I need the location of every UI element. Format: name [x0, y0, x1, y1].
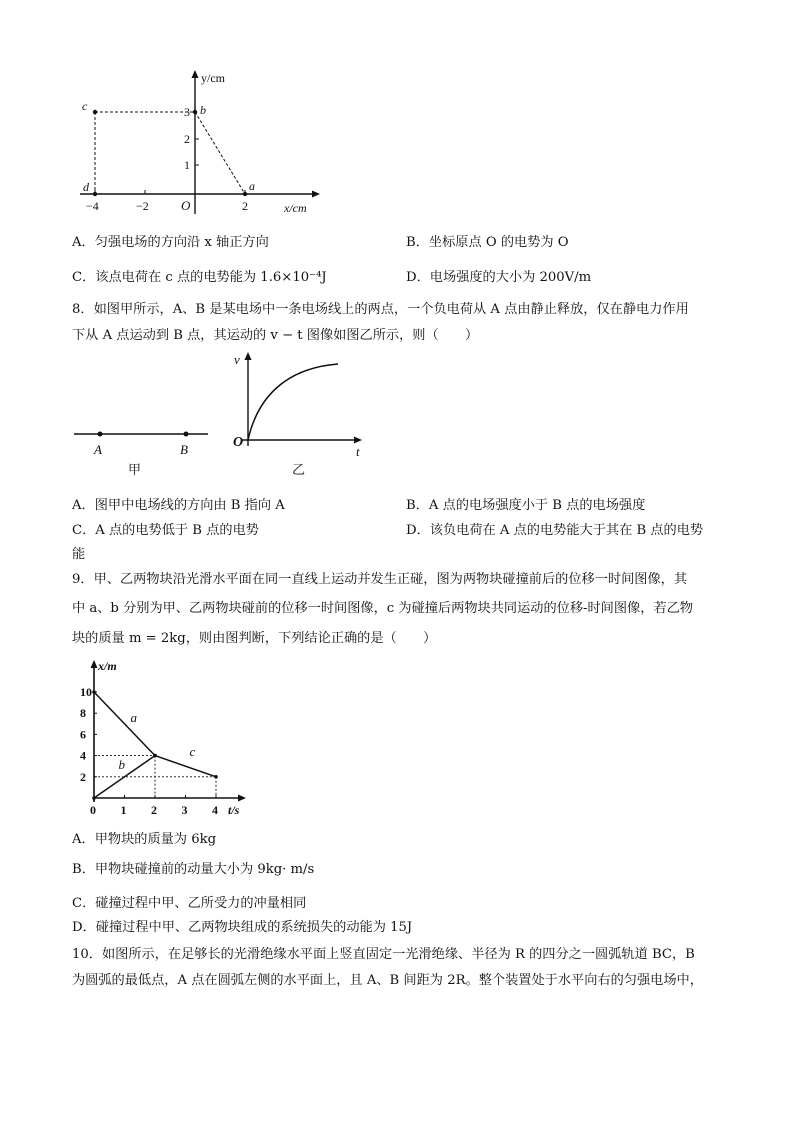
x-axis-label: x/cm [284, 201, 307, 215]
x-tick-label: 3 [181, 803, 188, 817]
q8-option-b: B．A 点的电场强度小于 B 点的电场强度 [406, 498, 646, 513]
q9-stem-line2: 中 a、b 分别为甲、乙两物块碰前的位移一时间图像，c 为碰撞后两物块共同运动的位移-时间图像，若乙物 [72, 601, 693, 616]
q9-stem-line1: 9．甲、乙两物块沿光滑水平面在同一直线上运动并发生正碰，图为两物块碰撞前后的位移一时间图像，其 [72, 572, 688, 587]
point-A [98, 432, 103, 437]
y-tick-1: 1 [184, 158, 190, 172]
label-B: B [180, 442, 188, 457]
point-label-a: a [249, 179, 255, 193]
q7-option-b: B．坐标原点 O 的电势为 O [406, 235, 569, 250]
x-tick-neg2: −2 [136, 199, 149, 213]
caption-jia: 甲 [128, 462, 142, 477]
q8-option-c: C．A 点的电势低于 B 点的电势 [72, 523, 259, 538]
y-tick-label: 10 [80, 685, 92, 699]
q10-line1: 10．如图所示，在足够长的光滑绝缘水平面上竖直固定一光滑绝缘、半径为 R 的四分之一圆弧轨道 BC，B [72, 947, 695, 962]
x-tick-neg4: −4 [86, 199, 99, 213]
q8-stem-line2: 下从 A 点运动到 B 点，其运动的 v − t 图像如图乙所示，则（ ） [72, 328, 479, 343]
origin-label: O [181, 198, 191, 213]
point-c [93, 110, 97, 114]
chart-xlabel: t/s [228, 803, 240, 817]
dashed-b-a [195, 112, 245, 194]
y-tick-3: 3 [184, 105, 190, 119]
q7-figure [70, 66, 330, 226]
q8-stem-line1: 8．如图甲所示，A、B 是某电场中一条电场线上的两点，一个负电荷从 A 点由静止释放，仅在静电力作用 [72, 302, 689, 317]
q7-option-c: C．该点电荷在 c 点的电势能为 1.6×10⁻⁴J [72, 270, 327, 285]
y-axis-label: y/cm [201, 71, 225, 85]
q10-line2: 为圆弧的最低点，A 点在圆弧左侧的水平面上，且 A、B 间距为 2R。整个装置处于水平向右的匀强电场中， [72, 973, 703, 988]
y-tick-label: 8 [80, 706, 86, 721]
chart-ylabel: x/m [98, 659, 117, 673]
series-label-a: a [130, 709, 137, 725]
point-a [243, 192, 247, 196]
q8-option-d: D．该负电荷在 A 点的电势能大于其在 B 点的电势 [406, 523, 704, 538]
x-tick-label: 1 [120, 803, 127, 817]
data-point-a [92, 690, 96, 694]
data-point-b [92, 796, 96, 800]
y-axis-arrow [192, 70, 199, 78]
q9-option-d: D．碰撞过程中甲、乙两物块组成的系统损失的动能为 15J [72, 920, 413, 935]
q8-figure-jia [70, 420, 220, 480]
series-label-c: c [189, 744, 196, 760]
y-tick-label: 4 [80, 748, 86, 763]
x-axis-arrow [312, 191, 320, 198]
point-b [193, 110, 197, 114]
point-label-b: b [200, 103, 206, 117]
q9-option-b: B．甲物块碰撞前的动量大小为 9kg· m/s [72, 862, 315, 877]
y-tick-2: 2 [184, 132, 190, 146]
q9-stem-line3: 块的质量 m = 2kg，则由图判断，下列结论正确的是（ ） [72, 631, 437, 646]
point-label-d: d [83, 180, 89, 194]
v-label: v [234, 352, 240, 367]
q8-option-a: A．图甲中电场线的方向由 B 指向 A [72, 498, 285, 513]
point-B [184, 432, 189, 437]
origin-label-yi: O [233, 435, 244, 450]
caption-yi: 乙 [292, 462, 306, 477]
x-tick-label: 4 [212, 803, 218, 817]
q9-option-a: A．甲物块的质量为 6kg [72, 832, 217, 847]
label-A: A [94, 442, 102, 457]
q9-xt-chart [78, 656, 258, 818]
series-label-b: b [118, 756, 125, 772]
y-tick-label: 6 [80, 727, 86, 742]
data-point-c [214, 775, 218, 779]
y-tick-label: 2 [80, 769, 86, 784]
q9-option-c: C．碰撞过程中甲、乙所受力的冲量相同 [72, 896, 307, 911]
v-t-curve [248, 364, 338, 440]
point-d [93, 192, 97, 196]
series-line-a [94, 692, 155, 756]
q8-figure-yi [228, 350, 368, 480]
series-line-c [155, 756, 216, 777]
x-tick-2: 2 [242, 199, 248, 213]
t-label: t [356, 444, 360, 459]
q8-option-d-continued: 能 [72, 547, 86, 562]
x-tick-label: 2 [151, 803, 157, 817]
q7-option-d: D．电场强度的大小为 200V/m [406, 270, 592, 285]
x-tick-label: 0 [90, 803, 96, 817]
q7-option-a: A．匀强电场的方向沿 x 轴正方向 [72, 235, 269, 250]
point-label-c: c [82, 99, 88, 113]
